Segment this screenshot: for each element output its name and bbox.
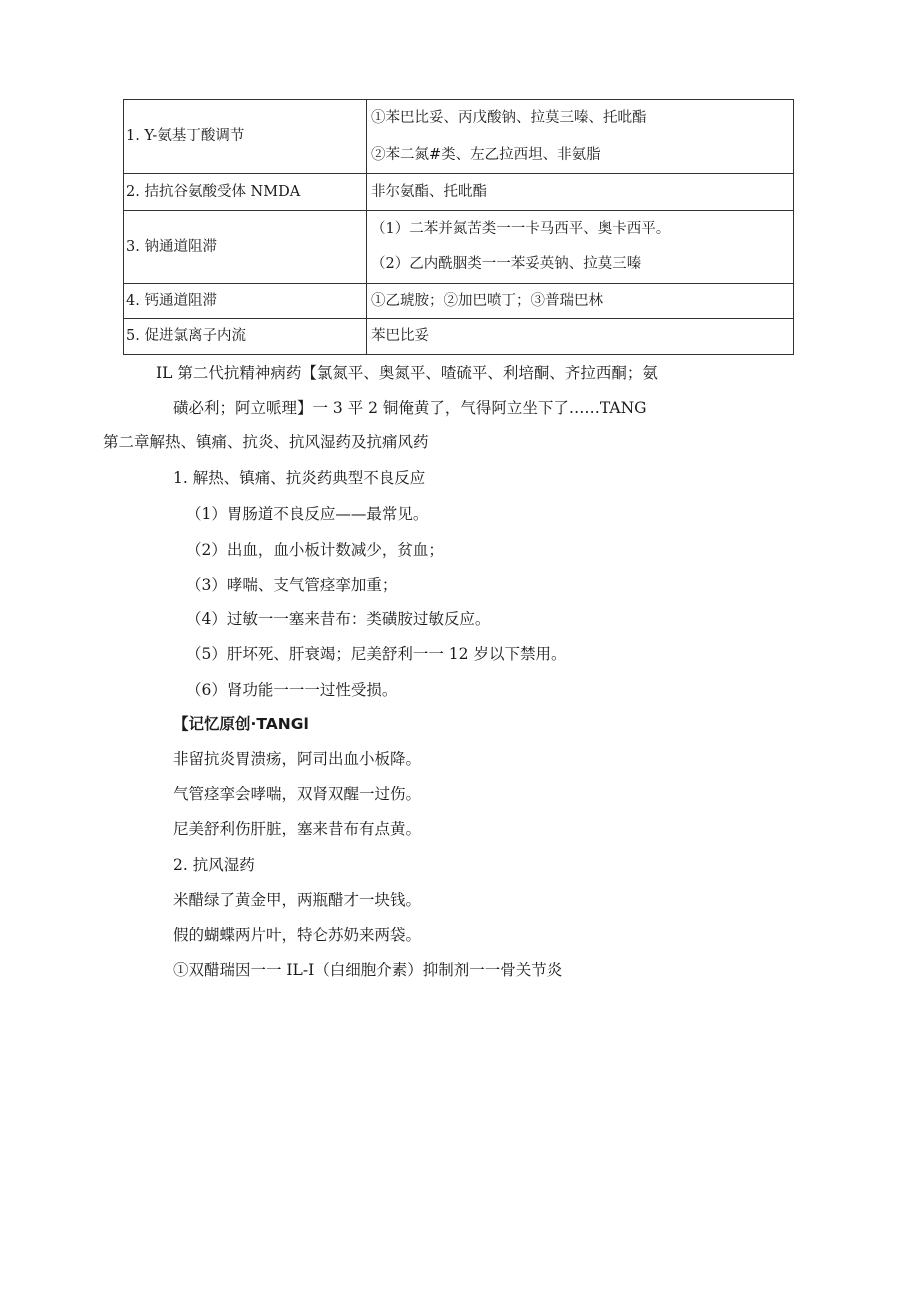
mnemonic-line: 米醋绿了黄金甲，两瓶醋才一块钱。 xyxy=(173,891,422,909)
section-title-antirheumatic: 2. 抗风湿药 xyxy=(173,856,255,874)
drug-line: 非尔氨酯、托吡酯 xyxy=(371,183,487,200)
mechanism-cell: 5. 促进氯离子内流 xyxy=(124,319,367,355)
table-row xyxy=(124,319,794,355)
drug-line: ①苯巴比妥、丙戊酸钠、拉莫三嗪、托吡酯 xyxy=(371,109,647,126)
adverse-item: （2）出血，血小板计数减少，贫血； xyxy=(186,541,444,559)
drugs-cell xyxy=(367,211,794,284)
adverse-item: （6）肾功能一一一过性受损。 xyxy=(186,681,398,699)
mechanism-cell: 2. 拮抗谷氨酸受体 NMDA xyxy=(124,174,367,211)
memory-title: 【记忆原创·TANGl xyxy=(173,715,309,733)
antiepileptic-mechanism-table xyxy=(123,99,794,355)
drugs-cell xyxy=(367,284,794,319)
mnemonic-line: 非留抗炎胃溃疡，阿司出血小板降。 xyxy=(173,750,422,768)
drugs-cell xyxy=(367,174,794,211)
table-row xyxy=(124,211,794,284)
mnemonic-line: 气管痉挛会哮喘，双肾双醒一过伤。 xyxy=(173,785,422,803)
mechanism-cell: 4. 钙通道阻滞 xyxy=(124,284,367,319)
drug-line: ②苯二氮#类、左乙拉西坦、非氨脂 xyxy=(371,146,601,163)
antipsychotic-line-2: 磺必利；阿立哌理】一 3 平 2 铜俺黄了，气得阿立坐下了……TANG xyxy=(173,399,647,417)
antipsychotic-line-1: IL 第二代抗精神病药【氯氮平、奥氮平、喳硫平、利培酮、齐拉西酮；氨 xyxy=(156,364,658,382)
mnemonic-line: 尼美舒利伤肝脏，塞来昔布有点黄。 xyxy=(173,820,422,838)
drug-line: （2）乙内酰胭类一一苯妥英钠、拉莫三嗪 xyxy=(371,256,642,272)
mechanism-cell: 3. 钠通道阻滞 xyxy=(124,211,367,284)
adverse-item: （4）过敏一一塞来昔布：类磺胺过敏反应。 xyxy=(186,610,491,628)
section-title-adverse: 1. 解热、镇痛、抗炎药典型不良反应 xyxy=(173,469,426,487)
drug-line: ①乙琥胺；②加巴喷丁；③普瑞巴林 xyxy=(371,292,603,309)
table-row xyxy=(124,100,794,174)
mnemonic-line: 假的蝴蝶两片叶，特仑苏奶来两袋。 xyxy=(173,926,422,944)
drug-line: （1）二苯并氮苦类一一卡马西平、奥卡西平。 xyxy=(371,221,671,237)
table-row xyxy=(124,174,794,211)
adverse-item: （3）哮喘、支气管痉挛加重； xyxy=(186,576,398,594)
drugs-cell xyxy=(367,319,794,355)
chapter-title: 第二章解热、镇痛、抗炎、抗风湿药及抗痛风药 xyxy=(103,433,429,451)
drug-line: 苯巴比妥 xyxy=(371,328,429,344)
diacerein-line: ①双醋瑞因一一 IL-I（白细胞介素）抑制剂一一骨关节炎 xyxy=(173,961,563,979)
adverse-item: （1）胃肠道不良反应——最常见。 xyxy=(186,505,429,523)
adverse-item: （5）肝坏死、肝衰竭；尼美舒利一一 12 岁以下禁用。 xyxy=(186,645,567,663)
table-row xyxy=(124,284,794,319)
drugs-cell xyxy=(367,100,794,174)
mechanism-cell: 1. Y-氨基丁酸调节 xyxy=(124,100,367,174)
